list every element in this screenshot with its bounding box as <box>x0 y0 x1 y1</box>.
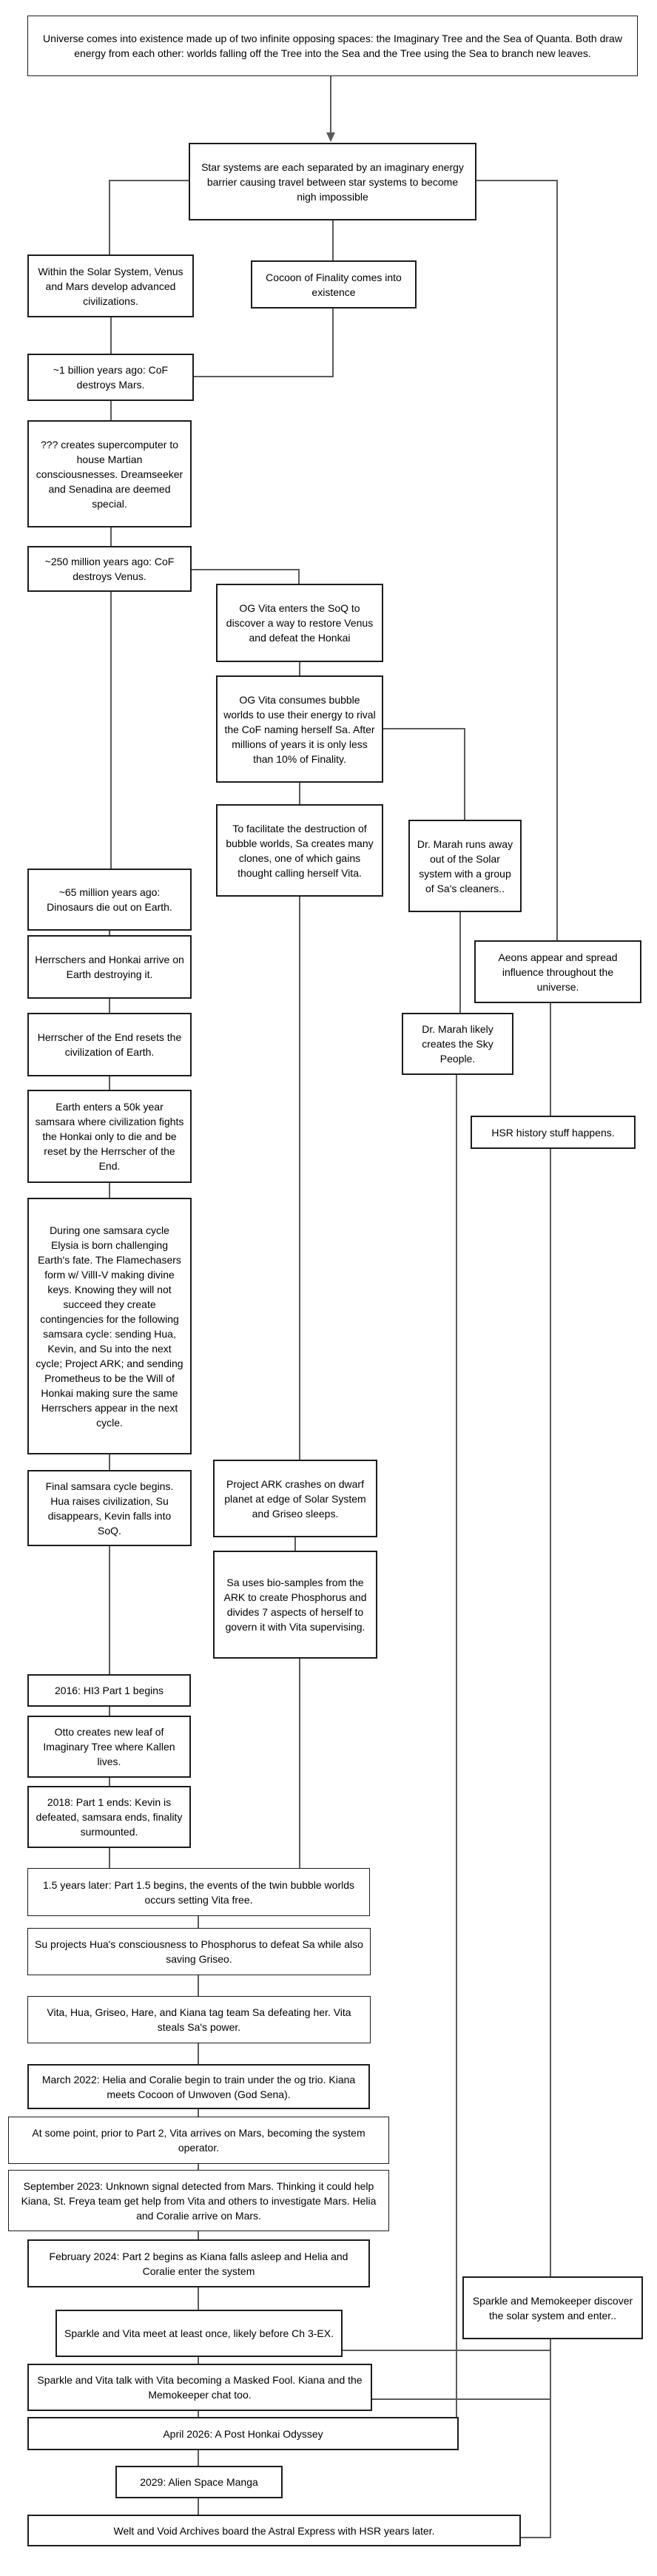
node-september-2023: September 2023: Unknown signal detected from Mars. Thinking it could help Kiana, St. Freya team get help from Vita and others to investigate Mars. Helia and Coralie arrive on Mars. <box>8 2170 389 2231</box>
node-project-ark-crashes: Project ARK crashes on dwarf planet at edge of Solar System and Griseo sleeps. <box>213 1460 377 1537</box>
node-dr-marah-runs-away: Dr. Marah runs away out of the Solar system with a group of Sa's cleaners.. <box>408 820 522 912</box>
node-hi3-2016: 2016: HI3 Part 1 begins <box>27 1674 191 1707</box>
connector <box>110 181 189 254</box>
node-cocoon-of-finality: Cocoon of Finality comes into existence <box>251 260 417 308</box>
node-samsara-50k: Earth enters a 50k year samsara where civilization fights the Honkai only to die and be reset by the Herrscher of the End. <box>27 1090 192 1183</box>
connector <box>521 2339 550 2538</box>
node-part-1-5-begins: 1.5 years later: Part 1.5 begins, the events of the twin bubble worlds occurs setting Vita free. <box>27 1868 370 1916</box>
node-welt-void-archives: Welt and Void Archives board the Astral Express with HSR years later. <box>27 2515 521 2546</box>
node-cof-destroys-mars: ~1 billion years ago: CoF destroys Mars. <box>27 354 194 401</box>
node-sa-creates-phosphorus: Sa uses bio-samples from the ARK to create Phosphorus and divides 7 aspects of herself to govern it with Vita supervising. <box>213 1551 377 1659</box>
node-aeons-appear: Aeons appear and spread influence throughout the universe. <box>474 940 641 1003</box>
node-dinosaurs-die: ~65 million years ago: Dinosaurs die out on Earth. <box>27 869 192 931</box>
node-sparkle-memokeeper-enter: Sparkle and Memokeeper discover the solar system and enter.. <box>462 2276 643 2339</box>
node-cof-destroys-venus: ~250 million years ago: CoF destroys Venus. <box>27 546 192 592</box>
node-sa-creates-clones: To facilitate the destruction of bubble worlds, Sa creates many clones, one of which gains thought calling herself Vita. <box>216 804 383 897</box>
node-supercomputer: ??? creates supercomputer to house Martian consciousnesses. Dreamseeker and Senadina are deemed special. <box>27 420 192 527</box>
node-apho-2026: April 2026: A Post Honkai Odyssey <box>27 2417 459 2450</box>
node-part1-ends-2018: 2018: Part 1 ends: Kevin is defeated, samsara ends, finality surmounted. <box>27 1786 191 1848</box>
node-elysia-flamechasers: During one samsara cycle Elysia is born challenging Earth's fate. The Flamechasers form w/ VillI-V making divine keys. Knowing they will not succeed they create contingencies for the following samsara cycle: sending Hua, Kevin, and Su into the next cycle; Project ARK; and sending Prometheus to be the Will of Honkai making sure the same Herrschers appear in the next cycle. <box>27 1198 192 1454</box>
node-sparkle-vita-talk: Sparkle and Vita talk with Vita becoming a Masked Fool. Kiana and the Memokeeper chat too. <box>27 2364 372 2411</box>
node-vita-arrives-mars: At some point, prior to Part 2, Vita arrives on Mars, becoming the system operator. <box>8 2117 389 2164</box>
node-alien-space-manga-2029: 2029: Alien Space Manga <box>115 2466 283 2498</box>
node-solar-system-civilizations: Within the Solar System, Venus and Mars develop advanced civilizations. <box>27 254 194 317</box>
node-dr-marah-sky-people: Dr. Marah likely creates the Sky People. <box>402 1013 513 1075</box>
node-og-vita-enters-soq: OG Vita enters the SoQ to discover a way to restore Venus and defeat the Honkai <box>216 584 383 662</box>
node-february-2024: February 2024: Part 2 begins as Kiana falls asleep and Helia and Coralie enter the system <box>27 2239 370 2287</box>
node-hsr-history: HSR history stuff happens. <box>471 1116 636 1149</box>
node-star-systems: Star systems are each separated by an imaginary energy barrier causing travel between star systems to become nigh impossible <box>189 143 476 220</box>
node-herrschers-arrive: Herrschers and Honkai arrive on Earth destroying it. <box>27 935 192 999</box>
node-march-2022: March 2022: Helia and Coralie begin to train under the og trio. Kiana meets Cocoon of Unwoven (God Sena). <box>27 2064 370 2109</box>
node-og-vita-consumes: OG Vita consumes bubble worlds to use their energy to rival the CoF naming herself Sa. After millions of years it is only less than 10% of Finality. <box>216 675 383 783</box>
node-herrscher-of-end-resets: Herrscher of the End resets the civilization of Earth. <box>27 1013 192 1076</box>
node-universe-origin: Universe comes into existence made up of two infinite opposing spaces: the Imaginary Tree and the Sea of Quanta. Both draw energy from each other: worlds falling off the Tree into the Sea and the Tree using the Sea to branch new leaves. <box>27 16 638 76</box>
connector <box>192 570 299 584</box>
connector <box>383 729 465 820</box>
connector <box>194 308 333 377</box>
node-final-samsara: Final samsara cycle begins. Hua raises civilization, Su disappears, Kevin falls into SoQ. <box>27 1470 192 1546</box>
node-otto-new-leaf: Otto creates new leaf of Imaginary Tree where Kallen lives. <box>27 1716 191 1778</box>
node-sparkle-vita-meet: Sparkle and Vita meet at least once, likely before Ch 3-EX. <box>55 2310 343 2357</box>
node-tag-team-sa: Vita, Hua, Griseo, Hare, and Kiana tag team Sa defeating her. Vita steals Sa's power. <box>27 1996 371 2043</box>
arrowhead <box>326 132 335 142</box>
node-su-projects-hua: Su projects Hua's consciousness to Phosphorus to defeat Sa while also saving Griseo. <box>27 1928 371 1975</box>
